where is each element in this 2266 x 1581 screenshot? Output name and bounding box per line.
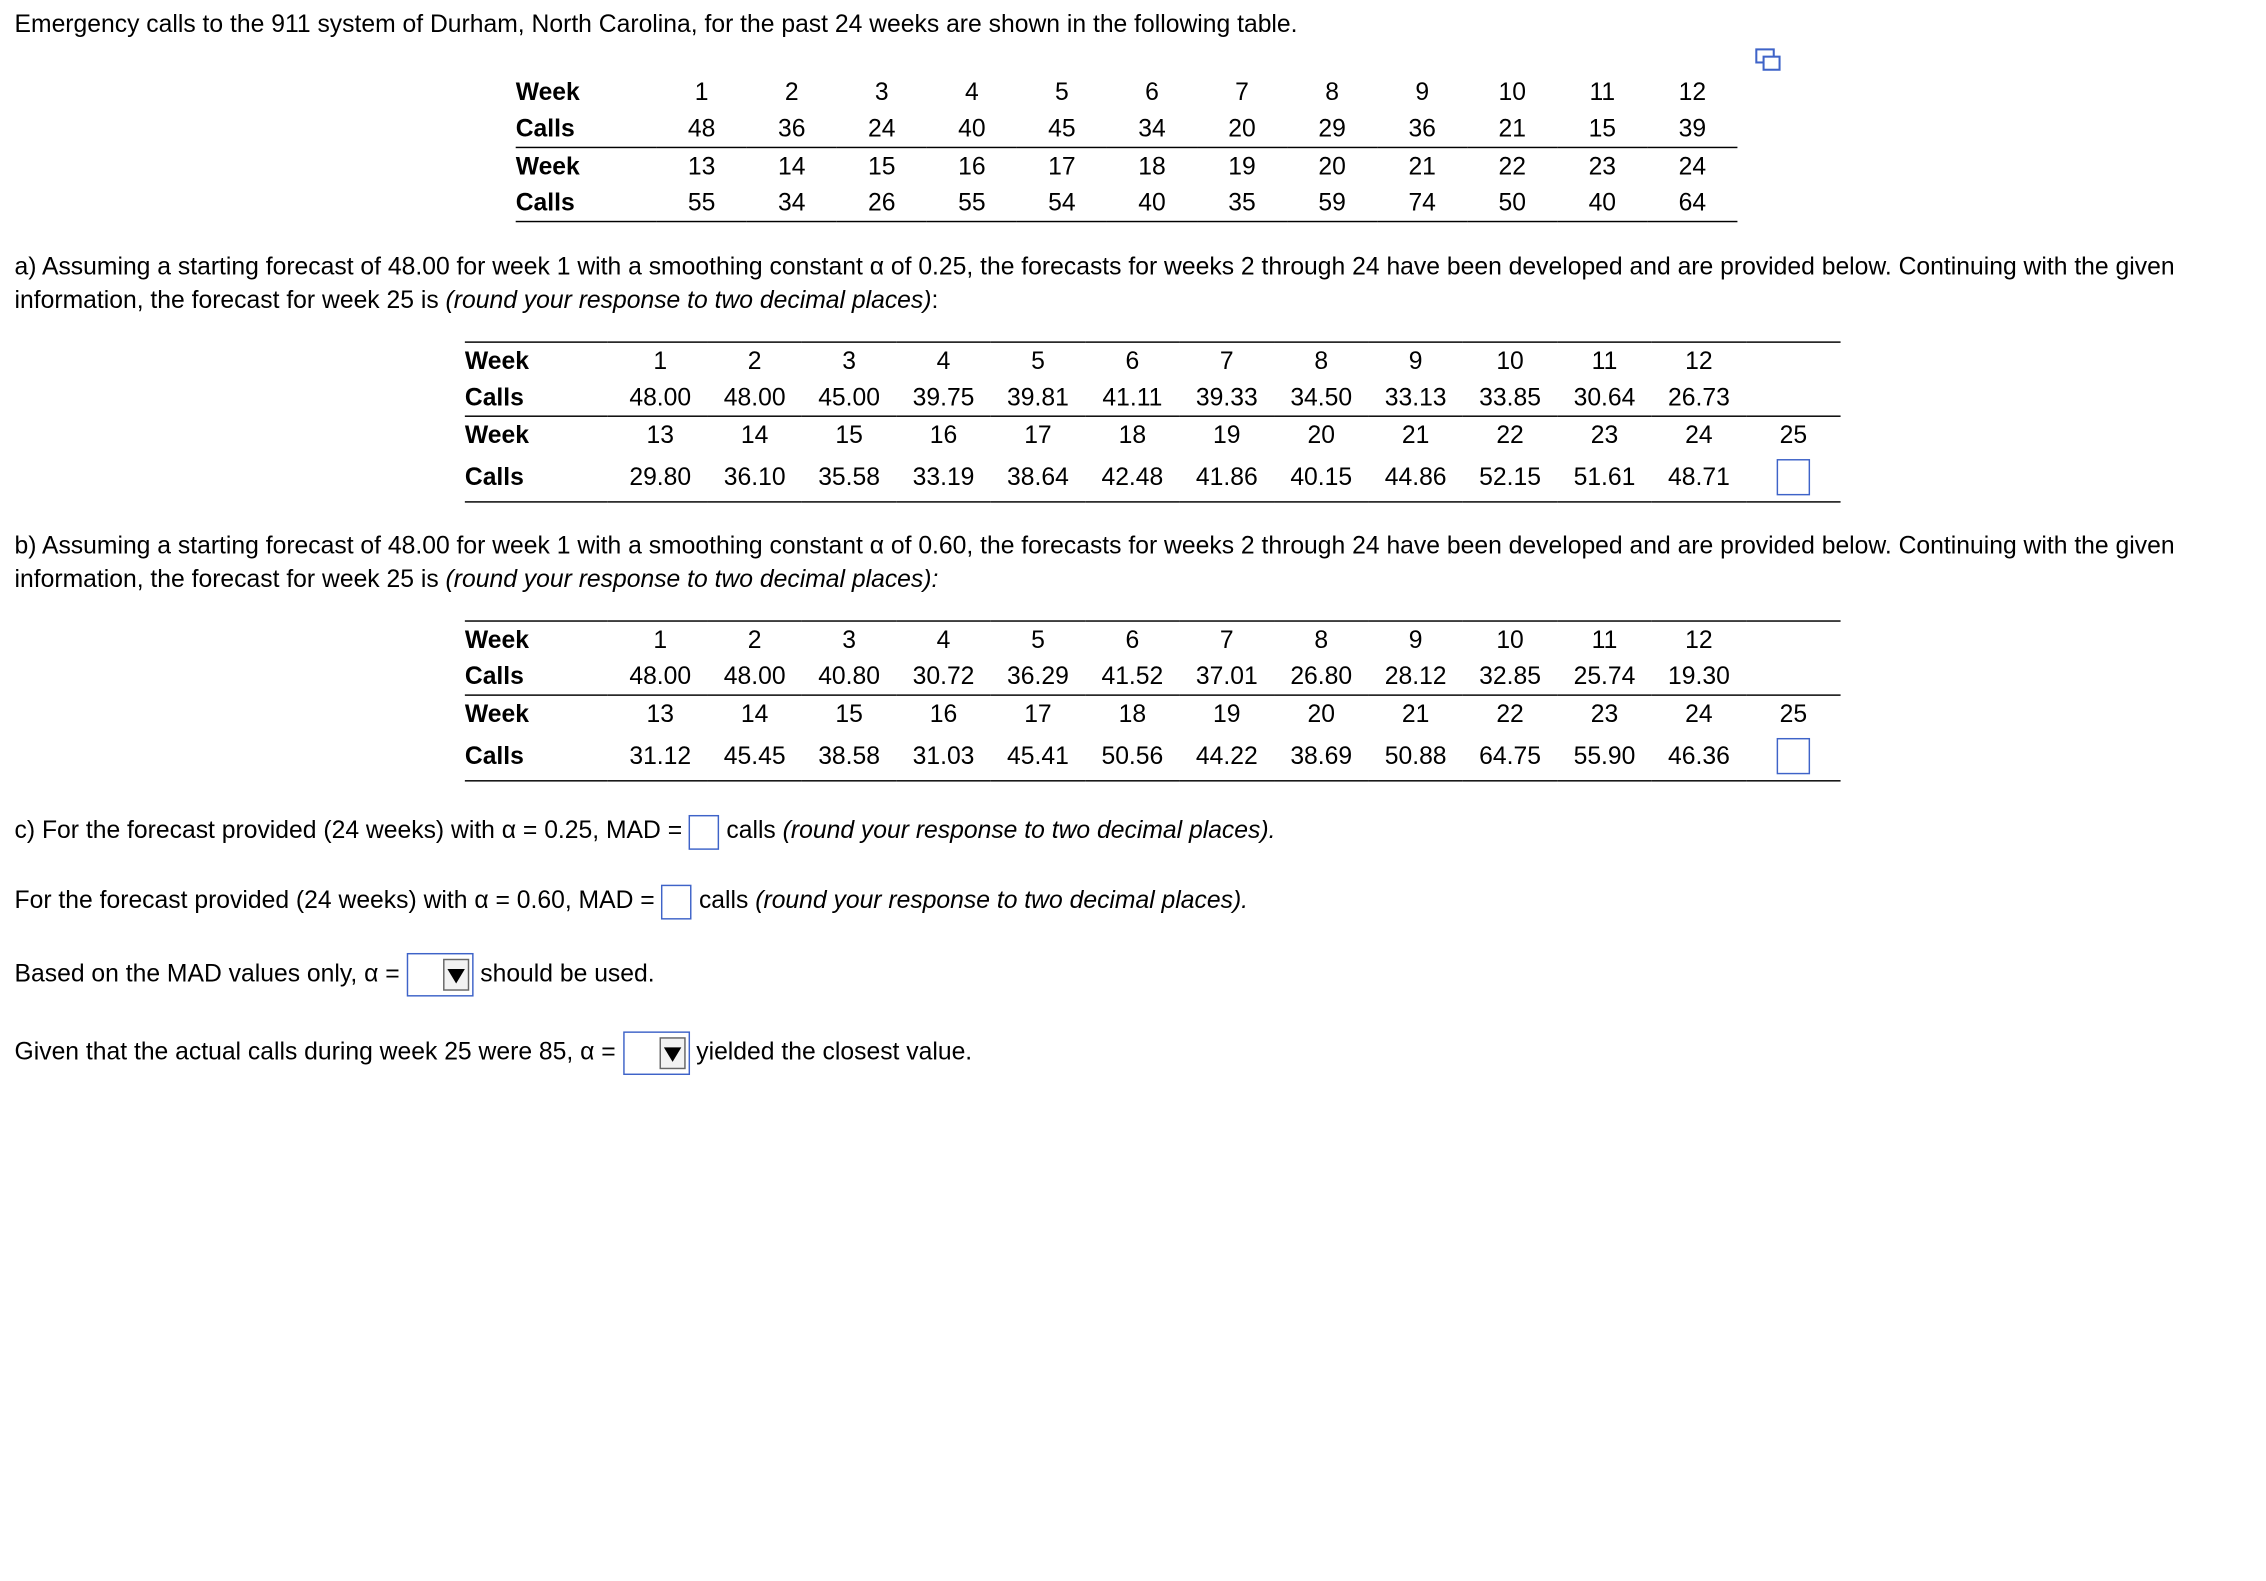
table-cell: 25.74: [1557, 658, 1651, 695]
best-alpha-mad-line: Based on the MAD values only, α = should be used.: [15, 953, 655, 997]
table-cell: 3: [802, 342, 896, 379]
table-cell: [1746, 658, 1840, 695]
table-cell: 33.85: [1463, 379, 1557, 416]
table-cell: 15: [835, 420, 863, 449]
table-cell: 20: [1318, 151, 1346, 180]
mad-025-line: c) For the forecast provided (24 weeks) with α = 0.25, MAD = calls (round your response to two decimal places).: [15, 814, 1276, 850]
table-cell: 1: [694, 77, 709, 106]
table-cell: 35.58: [802, 453, 896, 502]
table-cell: 10: [1463, 342, 1557, 379]
table-cell: 26.73: [1652, 379, 1746, 416]
table-cell: 23: [1588, 151, 1617, 180]
mad-025-input[interactable]: [689, 814, 720, 849]
table-cell: [1746, 379, 1840, 416]
table-cell: 28.12: [1368, 658, 1462, 695]
week-row-1: [516, 74, 1738, 110]
table-cell: 23: [1590, 699, 1619, 728]
part-b-question: b) Assuming a starting forecast of 48.00 for week 1 with a smoothing constant α of 0.60, the forecasts for weeks 2 through 24 have been developed and are provided below. Continuing with the given information, the forecast for week 25 is (round your response to two decimal places):: [14, 531, 2175, 593]
table-cell: 48.00: [607, 658, 707, 695]
table-cell: 14: [777, 151, 806, 180]
table-cell: 55: [927, 184, 1017, 221]
table-cell: 5: [991, 342, 1085, 379]
table-cell: 3: [874, 77, 889, 106]
part-a-question: a) Assuming a starting forecast of 48.00 for week 1 with a smoothing constant α of 0.25, the forecasts for weeks 2 through 24 have been developed and are provided below. Continuing with the given information, the forecast for week 25 is (round your response to two decimal places):: [14, 252, 2175, 314]
table-cell: 18: [1138, 151, 1166, 180]
table-cell: 11: [1557, 342, 1651, 379]
table-cell: 51.61: [1557, 453, 1651, 502]
table-cell: 9: [1415, 77, 1430, 106]
table-cell: 48.00: [707, 379, 801, 416]
table-cell: 18: [1118, 420, 1147, 449]
table-cell: 1: [607, 621, 707, 658]
table-cell: 20: [1197, 110, 1287, 147]
table-cell: 9: [1368, 342, 1462, 379]
forecast-row-2: [465, 732, 1841, 781]
table-cell: 41.52: [1085, 658, 1179, 695]
table-cell: 45.00: [802, 379, 896, 416]
table-cell: 3: [802, 621, 896, 658]
intro-text: Emergency calls to the 911 system of Durham, North Carolina, for the past 24 weeks are shown in the following table.: [14, 10, 1298, 38]
table-cell: 38.69: [1274, 732, 1368, 781]
table-cell: 8: [1325, 77, 1340, 106]
table-cell: 11: [1589, 77, 1616, 106]
table-cell: 24: [1678, 151, 1707, 180]
table-cell: 45.45: [707, 732, 801, 781]
table-cell: 44.86: [1368, 453, 1462, 502]
table-cell: 50.88: [1368, 732, 1462, 781]
calls-data-table: [516, 74, 1738, 222]
table-cell: 12: [1678, 77, 1707, 106]
table-cell: 15: [835, 699, 863, 728]
table-cell: 55.90: [1557, 732, 1651, 781]
table-cell: 40: [1107, 184, 1197, 221]
table-cell: 40: [927, 110, 1017, 147]
row-label: Calls: [465, 658, 607, 695]
table-cell: [1746, 342, 1840, 379]
table-cell: 20: [1307, 420, 1335, 449]
row-label: Calls: [516, 110, 657, 147]
forecast-row-1: [465, 379, 1841, 416]
table-cell: 50.56: [1085, 732, 1179, 781]
table-cell: 21: [1401, 699, 1430, 728]
table-cell: 46.36: [1652, 732, 1746, 781]
table-cell: 21: [1401, 420, 1430, 449]
table-cell: [1746, 621, 1840, 658]
table-cell: 38.58: [802, 732, 896, 781]
table-cell: 13: [646, 699, 674, 728]
table-cell: 48.00: [607, 379, 707, 416]
table-cell: 9: [1368, 621, 1462, 658]
row-label: Week: [464, 420, 529, 449]
table-cell: 12: [1652, 621, 1746, 658]
week-row-1: [465, 621, 1841, 658]
table-cell: 25: [1779, 699, 1808, 728]
table-cell: 29: [1287, 110, 1377, 147]
table-cell: 30.64: [1557, 379, 1651, 416]
week-row-2: [465, 416, 1841, 453]
week-25-forecast-input[interactable]: [1777, 738, 1810, 774]
table-cell: 6: [1085, 342, 1179, 379]
table-cell: 39.81: [991, 379, 1085, 416]
table-cell: 40: [1557, 184, 1647, 221]
table-cell: 20: [1307, 699, 1335, 728]
table-cell: 39.75: [896, 379, 990, 416]
forecast-table-alpha-025: [465, 341, 1841, 502]
dropdown-arrow-icon: [443, 959, 469, 991]
calls-row-2: [516, 184, 1738, 221]
table-cell: 34.50: [1274, 379, 1368, 416]
table-cell: 36.10: [707, 453, 801, 502]
table-cell: 64.75: [1463, 732, 1557, 781]
table-cell: 34: [1107, 110, 1197, 147]
table-cell: 11: [1557, 621, 1651, 658]
closest-alpha-line: Given that the actual calls during week 25 were 85, α = yielded the closest value.: [15, 1031, 973, 1075]
table-cell: 6: [1145, 77, 1159, 106]
table-cell: 15: [868, 151, 896, 180]
table-cell: 48: [657, 110, 747, 147]
table-cell: 13: [687, 151, 716, 180]
table-cell: 39: [1647, 110, 1737, 147]
mad-060-input[interactable]: [662, 884, 693, 919]
forecast-table-alpha-060: [465, 620, 1841, 781]
table-cell: 26: [837, 184, 927, 221]
table-cell: 33.13: [1368, 379, 1462, 416]
table-cell: 1: [607, 342, 707, 379]
table-cell: 24: [1685, 699, 1713, 728]
table-cell: 52.15: [1463, 453, 1557, 502]
table-cell: 7: [1180, 621, 1274, 658]
table-cell: 45: [1017, 110, 1107, 147]
table-cell: 19: [1228, 151, 1256, 180]
table-cell: 8: [1274, 342, 1368, 379]
forecast-row-1: [465, 658, 1841, 695]
row-label: Calls: [516, 184, 657, 221]
table-cell: 37.01: [1180, 658, 1274, 695]
forecast-row-2: [465, 453, 1841, 502]
row-label: Week: [515, 77, 580, 106]
row-label: Week: [465, 621, 607, 658]
table-cell: 38.64: [991, 453, 1085, 502]
table-cell: 55: [657, 184, 747, 221]
table-cell: 22: [1496, 699, 1524, 728]
table-cell: 48.00: [707, 658, 801, 695]
week-row-2: [465, 695, 1841, 732]
table-cell: 22: [1496, 420, 1524, 449]
table-cell: 36.29: [991, 658, 1085, 695]
dropdown-arrow-icon: [659, 1037, 685, 1069]
table-cell: 32.85: [1463, 658, 1557, 695]
table-cell: 59: [1287, 184, 1377, 221]
table-cell: 21: [1408, 151, 1436, 180]
table-cell: 17: [1048, 151, 1076, 180]
table-cell: 4: [964, 77, 979, 106]
table-cell: 14: [740, 699, 769, 728]
table-cell: 48.71: [1652, 453, 1746, 502]
table-cell: 36: [1377, 110, 1467, 147]
table-cell: 26.80: [1274, 658, 1368, 695]
table-cell: 24: [837, 110, 927, 147]
copy-icon[interactable]: [1755, 48, 1781, 71]
table-cell: 8: [1274, 621, 1368, 658]
table-cell: 5: [991, 621, 1085, 658]
week-25-forecast-cell: [1746, 453, 1840, 502]
table-cell: 44.22: [1180, 732, 1274, 781]
row-label: Week: [515, 151, 580, 180]
table-cell: 54: [1017, 184, 1107, 221]
table-cell: 21: [1467, 110, 1557, 147]
best-alpha-mad-dropdown[interactable]: [407, 953, 474, 997]
table-cell: 17: [1024, 699, 1052, 728]
table-cell: 14: [740, 420, 769, 449]
row-label: Week: [464, 699, 529, 728]
table-cell: 30.72: [896, 658, 990, 695]
week-25-forecast-cell: [1746, 732, 1840, 781]
table-cell: 4: [896, 342, 990, 379]
table-cell: 25: [1779, 420, 1808, 449]
row-label: Calls: [465, 379, 607, 416]
table-cell: 7: [1180, 342, 1274, 379]
row-label: Calls: [465, 453, 607, 502]
closest-alpha-dropdown[interactable]: [623, 1031, 690, 1075]
table-cell: 50: [1467, 184, 1557, 221]
table-cell: 29.80: [607, 453, 707, 502]
table-cell: 41.86: [1180, 453, 1274, 502]
table-cell: 23: [1590, 420, 1619, 449]
table-cell: 40.80: [802, 658, 896, 695]
table-cell: 41.11: [1085, 379, 1179, 416]
table-cell: 17: [1024, 420, 1052, 449]
table-cell: 12: [1652, 342, 1746, 379]
table-cell: 18: [1118, 699, 1147, 728]
table-cell: 22: [1498, 151, 1526, 180]
calls-row-1: [516, 110, 1738, 147]
table-cell: 13: [646, 420, 674, 449]
table-cell: 19: [1213, 420, 1241, 449]
week-row-2: [516, 147, 1738, 184]
table-cell: 16: [958, 151, 986, 180]
table-cell: 36: [747, 110, 837, 147]
table-cell: 7: [1235, 77, 1249, 106]
table-cell: 5: [1055, 77, 1069, 106]
table-cell: 16: [929, 420, 958, 449]
table-cell: 42.48: [1085, 453, 1179, 502]
table-cell: 10: [1498, 77, 1526, 106]
table-cell: 40.15: [1274, 453, 1368, 502]
week-25-forecast-input[interactable]: [1777, 459, 1810, 495]
row-label: Calls: [465, 732, 607, 781]
table-cell: 6: [1085, 621, 1179, 658]
table-cell: 2: [707, 621, 801, 658]
table-cell: 35: [1197, 184, 1287, 221]
table-cell: 39.33: [1180, 379, 1274, 416]
table-cell: 16: [929, 699, 958, 728]
table-cell: 31.03: [896, 732, 990, 781]
table-cell: 19.30: [1652, 658, 1746, 695]
table-cell: 64: [1647, 184, 1737, 221]
table-cell: 19: [1213, 699, 1241, 728]
table-cell: 2: [784, 77, 799, 106]
table-cell: 74: [1377, 184, 1467, 221]
table-cell: 34: [747, 184, 837, 221]
table-cell: 33.19: [896, 453, 990, 502]
week-row-1: [465, 342, 1841, 379]
table-cell: 10: [1463, 621, 1557, 658]
table-cell: 2: [707, 342, 801, 379]
table-cell: 24: [1685, 420, 1713, 449]
table-cell: 15: [1557, 110, 1647, 147]
mad-060-line: For the forecast provided (24 weeks) with α = 0.60, MAD = calls (round your response to two decimal places).: [15, 883, 1249, 919]
table-cell: 31.12: [607, 732, 707, 781]
table-cell: 4: [896, 621, 990, 658]
table-cell: 45.41: [991, 732, 1085, 781]
row-label: Week: [465, 342, 607, 379]
